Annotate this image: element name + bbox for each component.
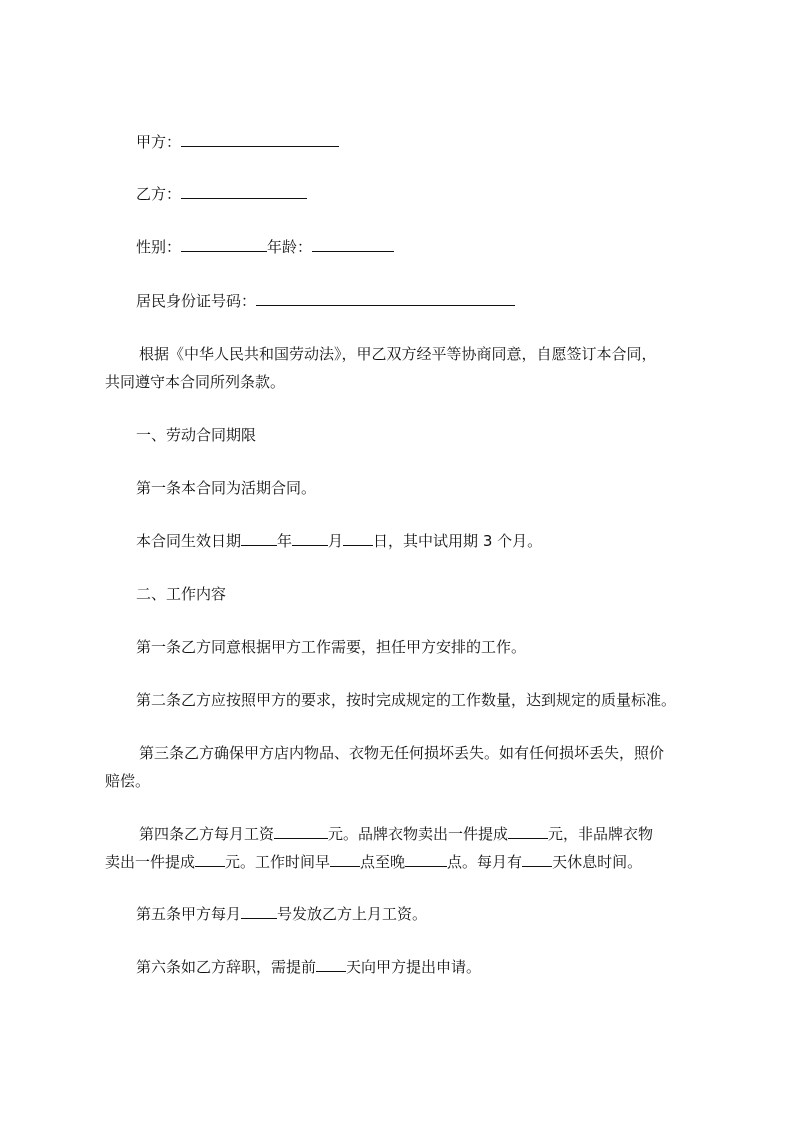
non-brand-text: 元，非品牌衣物 bbox=[548, 825, 654, 843]
salary-blank bbox=[274, 824, 328, 839]
notice-days-blank bbox=[316, 957, 346, 972]
section-2-title: 二、工作内容 bbox=[136, 585, 227, 603]
party-a-label: 甲方： bbox=[136, 133, 182, 151]
resign-notice-prefix: 第六条如乙方辞职，需提前 bbox=[136, 958, 317, 976]
pay-day-prefix: 第五条甲方每月 bbox=[136, 905, 242, 923]
brand-commission-blank bbox=[508, 824, 548, 839]
intro-line-2: 共同遵守本合同所列条款。 bbox=[105, 373, 286, 391]
section-2-article-6 bbox=[136, 957, 481, 977]
section-2-article-1: 第一条乙方同意根据甲方工作需要，担任甲方安排的工作。 bbox=[136, 638, 527, 656]
section-2-article-4-line-2 bbox=[105, 852, 642, 872]
party-b-line bbox=[136, 184, 307, 204]
monthly-rest-text: 点。每月有 bbox=[447, 853, 523, 871]
effective-date-prefix: 本合同生效日期 bbox=[136, 532, 242, 550]
work-time-text: 元。工作时间早 bbox=[225, 853, 331, 871]
until-text: 点至晚 bbox=[360, 853, 406, 871]
end-time-blank bbox=[405, 852, 447, 867]
non-brand-commission-prefix: 卖出一件提成 bbox=[105, 853, 196, 871]
section-2-article-4-line-1 bbox=[139, 824, 653, 844]
non-brand-commission-blank bbox=[195, 852, 225, 867]
party-a-line bbox=[136, 132, 339, 152]
effective-date-line bbox=[136, 531, 542, 551]
month-blank bbox=[292, 531, 328, 546]
brand-commission-text: 元。品牌衣物卖出一件提成 bbox=[328, 825, 509, 843]
gender-blank bbox=[181, 237, 267, 252]
resign-notice-suffix: 天向甲方提出申请。 bbox=[346, 958, 482, 976]
rest-days-blank bbox=[522, 852, 552, 867]
intro-line-1: 根据《中华人民共和国劳动法》，甲乙双方经平等协商同意，自愿签订本合同， bbox=[139, 345, 657, 363]
month-label: 月 bbox=[328, 532, 344, 550]
section-1-article-1: 第一条本合同为活期合同。 bbox=[136, 479, 317, 497]
id-number-line bbox=[136, 291, 515, 311]
party-a-blank bbox=[181, 132, 339, 147]
section-2-article-3-line-1: 第三条乙方确保甲方店内物品、衣物无任何损坏丢失。如有任何损坏丢失，照价 bbox=[139, 744, 665, 762]
section-2-article-5 bbox=[136, 904, 427, 924]
year-blank bbox=[241, 531, 277, 546]
age-blank bbox=[312, 237, 394, 252]
party-b-label: 乙方： bbox=[136, 185, 182, 203]
section-2-article-2: 第二条乙方应按照甲方的要求，按时完成规定的工作数量，达到规定的质量标准。 bbox=[136, 691, 677, 709]
effective-date-suffix: 日，其中试用期 3 个月。 bbox=[373, 532, 543, 550]
gender-age-line bbox=[136, 237, 394, 257]
id-number-label: 居民身份证号码： bbox=[136, 292, 257, 310]
pay-day-suffix: 号发放乙方上月工资。 bbox=[277, 905, 428, 923]
salary-prefix: 第四条乙方每月工资 bbox=[139, 825, 275, 843]
year-label: 年 bbox=[277, 532, 293, 550]
start-time-blank bbox=[330, 852, 360, 867]
day-blank bbox=[343, 531, 373, 546]
section-1-title: 一、劳动合同期限 bbox=[136, 426, 257, 444]
pay-day-blank bbox=[241, 904, 277, 919]
gender-label: 性别： bbox=[136, 238, 182, 256]
section-2-article-3-line-2: 赔偿。 bbox=[105, 772, 151, 790]
age-label: 年龄： bbox=[267, 238, 313, 256]
party-b-blank bbox=[181, 184, 307, 199]
id-number-blank bbox=[256, 291, 515, 306]
rest-days-suffix: 天休息时间。 bbox=[552, 853, 643, 871]
